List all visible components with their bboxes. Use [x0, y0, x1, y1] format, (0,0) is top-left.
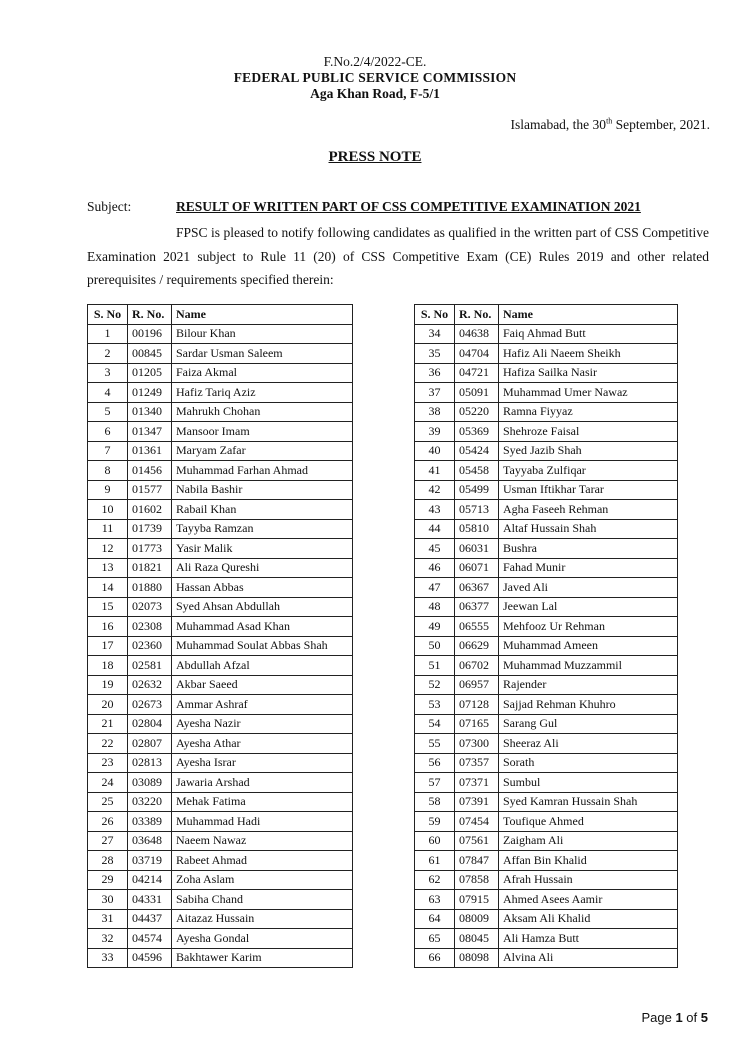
roll-number: 07165 [455, 714, 499, 734]
serial-number: 40 [415, 441, 455, 461]
table-row [415, 695, 678, 715]
table-row [88, 480, 353, 500]
candidate-name: Rabeet Ahmad [172, 851, 353, 871]
serial-number: 63 [415, 890, 455, 910]
serial-number: 48 [415, 597, 455, 617]
candidate-name: Aksam Ali Khalid [499, 909, 678, 929]
roll-number: 07847 [455, 851, 499, 871]
candidate-name: Rajender [499, 675, 678, 695]
table-row [415, 383, 678, 403]
candidate-name: Afrah Hussain [499, 870, 678, 890]
roll-number: 02813 [128, 753, 172, 773]
candidate-name: Zoha Aslam [172, 870, 353, 890]
roll-number: 01205 [128, 363, 172, 383]
serial-number: 16 [88, 617, 128, 637]
roll-number: 05810 [455, 519, 499, 539]
candidate-name: Bakhtawer Karim [172, 948, 353, 968]
serial-number: 49 [415, 617, 455, 637]
table-row [88, 812, 353, 832]
table-row [415, 909, 678, 929]
table-header-row [415, 305, 678, 325]
roll-number: 05499 [455, 480, 499, 500]
roll-number: 02360 [128, 636, 172, 656]
table-row [415, 851, 678, 871]
roll-number: 02581 [128, 656, 172, 676]
serial-number: 24 [88, 773, 128, 793]
serial-number: 66 [415, 948, 455, 968]
table-row [88, 714, 353, 734]
table-row [88, 324, 353, 344]
table-row [415, 422, 678, 442]
subject-label: Subject: [87, 199, 132, 214]
roll-number: 07371 [455, 773, 499, 793]
candidate-name: Sumbul [499, 773, 678, 793]
roll-number: 01361 [128, 441, 172, 461]
header-sno: S. No [88, 305, 128, 325]
table-row [88, 675, 353, 695]
table-row [415, 500, 678, 520]
serial-number: 39 [415, 422, 455, 442]
table-row [88, 909, 353, 929]
serial-number: 18 [88, 656, 128, 676]
table-row [415, 324, 678, 344]
roll-number: 00196 [128, 324, 172, 344]
table-row [88, 578, 353, 598]
serial-number: 6 [88, 422, 128, 442]
table-row [415, 402, 678, 422]
candidate-name: Ayesha Israr [172, 753, 353, 773]
table-row [88, 422, 353, 442]
table-row [415, 675, 678, 695]
roll-number: 05424 [455, 441, 499, 461]
serial-number: 56 [415, 753, 455, 773]
roll-number: 06555 [455, 617, 499, 637]
table-row [415, 734, 678, 754]
roll-number: 04704 [455, 344, 499, 364]
serial-number: 52 [415, 675, 455, 695]
serial-number: 55 [415, 734, 455, 754]
roll-number: 03389 [128, 812, 172, 832]
roll-number: 02673 [128, 695, 172, 715]
roll-number: 04574 [128, 929, 172, 949]
roll-number: 08045 [455, 929, 499, 949]
dateline: Islamabad, the 30th September, 2021. [510, 116, 710, 132]
serial-number: 30 [88, 890, 128, 910]
serial-number: 51 [415, 656, 455, 676]
roll-number: 02308 [128, 617, 172, 637]
table-row [415, 812, 678, 832]
candidate-name: Maryam Zafar [172, 441, 353, 461]
table-row [415, 831, 678, 851]
header-rno: R. No. [455, 305, 499, 325]
table-row [88, 461, 353, 481]
candidate-name: Altaf Hussain Shah [499, 519, 678, 539]
serial-number: 62 [415, 870, 455, 890]
candidate-name: Ayesha Athar [172, 734, 353, 754]
roll-number: 07858 [455, 870, 499, 890]
table-row [88, 636, 353, 656]
candidate-name: Muhammad Asad Khan [172, 617, 353, 637]
roll-number: 01347 [128, 422, 172, 442]
candidate-name: Sajjad Rehman Khuhro [499, 695, 678, 715]
serial-number: 28 [88, 851, 128, 871]
table-header-row [88, 305, 353, 325]
table-row [88, 929, 353, 949]
candidate-name: Muhammad Soulat Abbas Shah [172, 636, 353, 656]
roll-number: 05369 [455, 422, 499, 442]
table-row [88, 870, 353, 890]
candidate-name: Agha Faseeh Rehman [499, 500, 678, 520]
roll-number: 06377 [455, 597, 499, 617]
serial-number: 3 [88, 363, 128, 383]
roll-number: 04437 [128, 909, 172, 929]
header-name: Name [172, 305, 353, 325]
candidate-name: Muhammad Umer Nawaz [499, 383, 678, 403]
page-number: Page 1 of 5 [641, 1010, 708, 1025]
candidate-name: Hafiza Sailka Nasir [499, 363, 678, 383]
roll-number: 07561 [455, 831, 499, 851]
roll-number: 01456 [128, 461, 172, 481]
serial-number: 54 [415, 714, 455, 734]
table-row [415, 539, 678, 559]
subject-text: RESULT OF WRITTEN PART OF CSS COMPETITIVE EXAMINATION 2021 [176, 199, 641, 214]
candidate-name: Mansoor Imam [172, 422, 353, 442]
serial-number: 32 [88, 929, 128, 949]
roll-number: 01739 [128, 519, 172, 539]
roll-number: 04638 [455, 324, 499, 344]
table-row [415, 870, 678, 890]
table-row [415, 344, 678, 364]
roll-number: 03719 [128, 851, 172, 871]
serial-number: 41 [415, 461, 455, 481]
roll-number: 02632 [128, 675, 172, 695]
roll-number: 04214 [128, 870, 172, 890]
table-row [88, 500, 353, 520]
candidate-name: Muhammad Ameen [499, 636, 678, 656]
results-table-right [414, 304, 678, 968]
file-number: F.No.2/4/2022-CE. [323, 54, 427, 69]
roll-number: 04596 [128, 948, 172, 968]
candidate-name: Mahrukh Chohan [172, 402, 353, 422]
table-row [415, 890, 678, 910]
candidate-name: Shehroze Faisal [499, 422, 678, 442]
serial-number: 58 [415, 792, 455, 812]
roll-number: 06629 [455, 636, 499, 656]
candidate-name: Sarang Gul [499, 714, 678, 734]
candidate-name: Toufique Ahmed [499, 812, 678, 832]
table-row [88, 344, 353, 364]
table-row [88, 656, 353, 676]
candidate-name: Syed Kamran Hussain Shah [499, 792, 678, 812]
table-row [415, 441, 678, 461]
candidate-name: Mehfooz Ur Rehman [499, 617, 678, 637]
roll-number: 05458 [455, 461, 499, 481]
candidate-name: Sheeraz Ali [499, 734, 678, 754]
table-row [415, 948, 678, 968]
serial-number: 43 [415, 500, 455, 520]
roll-number: 05713 [455, 500, 499, 520]
serial-number: 25 [88, 792, 128, 812]
candidate-name: Yasir Malik [172, 539, 353, 559]
roll-number: 03220 [128, 792, 172, 812]
candidate-name: Hafiz Ali Naeem Sheikh [499, 344, 678, 364]
table-row [415, 773, 678, 793]
serial-number: 9 [88, 480, 128, 500]
table-row [88, 539, 353, 559]
roll-number: 01340 [128, 402, 172, 422]
table-row [415, 753, 678, 773]
body-paragraph: FPSC is pleased to notify following candidates as qualified in the written part of CSS Competitive Examination 2021 subject to Rule 11 (20) of CSS Competitive Exam (CE) Rules 2019 and other related prerequisites / requirements specified therein: [87, 225, 709, 287]
candidate-name: Zaigham Ali [499, 831, 678, 851]
candidate-name: Sardar Usman Saleem [172, 344, 353, 364]
roll-number: 06071 [455, 558, 499, 578]
table-row [88, 441, 353, 461]
table-row [415, 656, 678, 676]
table-row [88, 363, 353, 383]
table-row [415, 363, 678, 383]
serial-number: 64 [415, 909, 455, 929]
serial-number: 53 [415, 695, 455, 715]
candidate-name: Syed Jazib Shah [499, 441, 678, 461]
table-row [415, 636, 678, 656]
table-row [415, 617, 678, 637]
serial-number: 59 [415, 812, 455, 832]
serial-number: 7 [88, 441, 128, 461]
table-row [88, 695, 353, 715]
candidate-name: Ayesha Nazir [172, 714, 353, 734]
results-table-left [87, 304, 353, 968]
table-row [415, 461, 678, 481]
candidate-name: Jeewan Lal [499, 597, 678, 617]
roll-number: 01249 [128, 383, 172, 403]
candidate-name: Sabiha Chand [172, 890, 353, 910]
candidate-name: Ali Raza Qureshi [172, 558, 353, 578]
organization-address: Aga Khan Road, F-5/1 [310, 86, 440, 101]
serial-number: 33 [88, 948, 128, 968]
serial-number: 46 [415, 558, 455, 578]
candidate-name: Ammar Ashraf [172, 695, 353, 715]
candidate-name: Ali Hamza Butt [499, 929, 678, 949]
serial-number: 29 [88, 870, 128, 890]
roll-number: 08009 [455, 909, 499, 929]
roll-number: 06367 [455, 578, 499, 598]
serial-number: 4 [88, 383, 128, 403]
serial-number: 65 [415, 929, 455, 949]
serial-number: 34 [415, 324, 455, 344]
table-row [88, 519, 353, 539]
candidate-name: Aitazaz Hussain [172, 909, 353, 929]
roll-number: 02073 [128, 597, 172, 617]
serial-number: 15 [88, 597, 128, 617]
table-row [88, 617, 353, 637]
table-row [88, 383, 353, 403]
table-row [415, 714, 678, 734]
candidate-name: Usman Iftikhar Tarar [499, 480, 678, 500]
serial-number: 35 [415, 344, 455, 364]
table-row [88, 597, 353, 617]
serial-number: 10 [88, 500, 128, 520]
table-row [88, 851, 353, 871]
candidate-name: Muhammad Hadi [172, 812, 353, 832]
page-title: PRESS NOTE [328, 149, 422, 165]
candidate-name: Bushra [499, 539, 678, 559]
table-row [88, 831, 353, 851]
candidate-name: Jawaria Arshad [172, 773, 353, 793]
roll-number: 04721 [455, 363, 499, 383]
table-row [415, 792, 678, 812]
table-row [415, 597, 678, 617]
candidate-name: Hassan Abbas [172, 578, 353, 598]
candidate-name: Alvina Ali [499, 948, 678, 968]
roll-number: 07915 [455, 890, 499, 910]
serial-number: 8 [88, 461, 128, 481]
table-row [88, 734, 353, 754]
candidate-name: Fahad Munir [499, 558, 678, 578]
serial-number: 36 [415, 363, 455, 383]
serial-number: 44 [415, 519, 455, 539]
serial-number: 37 [415, 383, 455, 403]
candidate-name: Abdullah Afzal [172, 656, 353, 676]
roll-number: 01602 [128, 500, 172, 520]
serial-number: 47 [415, 578, 455, 598]
header-name: Name [499, 305, 678, 325]
table-row [415, 558, 678, 578]
roll-number: 01880 [128, 578, 172, 598]
roll-number: 02807 [128, 734, 172, 754]
header-rno: R. No. [128, 305, 172, 325]
candidate-name: Faiza Akmal [172, 363, 353, 383]
roll-number: 06702 [455, 656, 499, 676]
serial-number: 12 [88, 539, 128, 559]
header-sno: S. No [415, 305, 455, 325]
candidate-name: Ayesha Gondal [172, 929, 353, 949]
table-row [415, 480, 678, 500]
candidate-name: Muhammad Farhan Ahmad [172, 461, 353, 481]
roll-number: 06957 [455, 675, 499, 695]
serial-number: 2 [88, 344, 128, 364]
roll-number: 03089 [128, 773, 172, 793]
roll-number: 02804 [128, 714, 172, 734]
serial-number: 1 [88, 324, 128, 344]
roll-number: 01577 [128, 480, 172, 500]
candidate-name: Nabila Bashir [172, 480, 353, 500]
roll-number: 07454 [455, 812, 499, 832]
table-row [88, 753, 353, 773]
candidate-name: Akbar Saeed [172, 675, 353, 695]
candidate-name: Javed Ali [499, 578, 678, 598]
roll-number: 05091 [455, 383, 499, 403]
serial-number: 26 [88, 812, 128, 832]
serial-number: 27 [88, 831, 128, 851]
candidate-name: Affan Bin Khalid [499, 851, 678, 871]
table-row [415, 519, 678, 539]
candidate-name: Faiq Ahmad Butt [499, 324, 678, 344]
candidate-name: Tayyaba Zulfiqar [499, 461, 678, 481]
serial-number: 38 [415, 402, 455, 422]
candidate-name: Bilour Khan [172, 324, 353, 344]
serial-number: 50 [415, 636, 455, 656]
roll-number: 05220 [455, 402, 499, 422]
candidate-name: Muhammad Muzzammil [499, 656, 678, 676]
serial-number: 21 [88, 714, 128, 734]
roll-number: 07300 [455, 734, 499, 754]
serial-number: 60 [415, 831, 455, 851]
table-row [415, 578, 678, 598]
roll-number: 08098 [455, 948, 499, 968]
candidate-name: Sorath [499, 753, 678, 773]
candidate-name: Rabail Khan [172, 500, 353, 520]
candidate-name: Ramna Fiyyaz [499, 402, 678, 422]
roll-number: 01773 [128, 539, 172, 559]
candidate-name: Tayyba Ramzan [172, 519, 353, 539]
table-row [88, 948, 353, 968]
serial-number: 31 [88, 909, 128, 929]
candidate-name: Hafiz Tariq Aziz [172, 383, 353, 403]
candidate-name: Naeem Nawaz [172, 831, 353, 851]
roll-number: 03648 [128, 831, 172, 851]
serial-number: 23 [88, 753, 128, 773]
serial-number: 20 [88, 695, 128, 715]
serial-number: 5 [88, 402, 128, 422]
serial-number: 61 [415, 851, 455, 871]
serial-number: 17 [88, 636, 128, 656]
roll-number: 04331 [128, 890, 172, 910]
table-row [88, 558, 353, 578]
organization-name: FEDERAL PUBLIC SERVICE COMMISSION [233, 70, 517, 85]
candidate-name: Mehak Fatima [172, 792, 353, 812]
serial-number: 13 [88, 558, 128, 578]
candidate-name: Syed Ahsan Abdullah [172, 597, 353, 617]
roll-number: 07391 [455, 792, 499, 812]
serial-number: 22 [88, 734, 128, 754]
serial-number: 42 [415, 480, 455, 500]
serial-number: 19 [88, 675, 128, 695]
roll-number: 07357 [455, 753, 499, 773]
roll-number: 01821 [128, 558, 172, 578]
table-row [88, 890, 353, 910]
serial-number: 45 [415, 539, 455, 559]
serial-number: 57 [415, 773, 455, 793]
table-row [88, 773, 353, 793]
serial-number: 11 [88, 519, 128, 539]
candidate-name: Ahmed Asees Aamir [499, 890, 678, 910]
roll-number: 06031 [455, 539, 499, 559]
table-row [415, 929, 678, 949]
serial-number: 14 [88, 578, 128, 598]
roll-number: 07128 [455, 695, 499, 715]
table-row [88, 792, 353, 812]
roll-number: 00845 [128, 344, 172, 364]
table-row [88, 402, 353, 422]
